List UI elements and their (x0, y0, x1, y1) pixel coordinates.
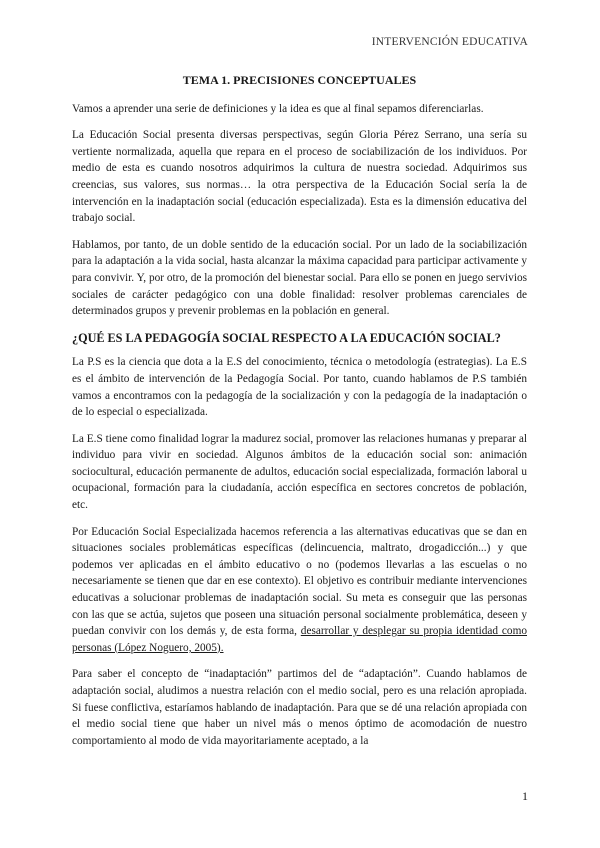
paragraph-es-goals: La E.S tiene como finalidad lograr la madurez social, promover las relaciones humanas y preparar al individuo para vivir en sociedad. Algunos ámbitos de la educación social son: animación sociocultural, educación permanente de adultos, educación social especializada, formación laboral u ocupacional, formación para la ciudadanía, acción específica en sectores concretos de población, etc. (72, 432, 527, 512)
paragraph-specialized-text: Por Educación Social Especializada hacemos referencia a las alternativas educativas que se dan en situaciones sociales problemáticas específicas (delincuencia, maltrato, drogadicción...) y que podemos ver aplicadas en el ámbito educativo o no (podemos llevarlas a las escuelas o no necesariamente se tienen que dar en ese contexto). El objetivo es contribuir mediante intervenciones educativas a solucionar problemas de inadaptación social. Su meta es conseguir que las personas con las que se actúa, sujetos que poseen una situación personal socialmente problemática, deseen y puedan convivir con los demás y, de esta forma, (72, 525, 527, 638)
underlined-citation: desarrollar y desplegar su propia identidad como personas (López Noguero, 2005). (72, 625, 528, 654)
paragraph-ps-definition: La P.S es la ciencia que dota a la E.S del conocimiento, técnica o metodología (estrategias). La E.S es el ámbito de intervención de la Pedagogía Social. Por tanto, cuando hablamos de P.S también vamos a encontramos con la pedagogía de la socialización y con la pedagogía de la inadaptación o de lo especial o especializada. (72, 356, 527, 419)
document-title: TEMA 1. PRECISIONES CONCEPTUALES (182, 73, 417, 87)
paragraph-adaptation: Para saber el concepto de “inadaptación” partimos del de “adaptación”. Cuando hablamos de adaptación social, aludimos a nuestra relación con el medio social, pero es una relación apropiada. Si fuese conflictiva, estaríamos hablando de inadaptación. Para que se dé una relación apropiada con el medio social tiene que haber un nivel más o menos óptimo de acomodación de nuestro comportamiento al modo de vida mayoritariamente aceptado, a la (72, 668, 527, 747)
page-number: 1 (522, 789, 528, 803)
paragraph-perspectives: La Educación Social presenta diversas perspectivas, según Gloria Pérez Serrano, una sería su vertiente normalizada, aquella que repara en el proceso de sociabilización de los individuos. Por medio de esta es cuando nosotros adquirimos la cultura de nuestra sociedad. Adquirimos sus creencias, sus valores, sus normas… la otra perspectiva de la Educación Social sería la de intervención en la inadaptación social (educación especializada). Esta es la dimensión educativa del trabajo social. (72, 129, 527, 225)
running-header: INTERVENCIÓN EDUCATIVA (371, 36, 528, 48)
section-heading: ¿QUÉ ES LA PEDAGOGÍA SOCIAL RESPECTO A LA EDUCACIÓN SOCIAL? (72, 330, 501, 345)
paragraph-intro: Vamos a aprender una serie de definiciones y la idea es que al final sepamos diferenciarlas. (72, 102, 484, 115)
paragraph-double-sense: Hablamos, por tanto, de un doble sentido de la educación social. Por un lado de la sociabilización para la adaptación a la vida social, hasta alcanzar la máxima capacidad para participar activamente y para convivir. Y, por otro, de la promoción del bienestar social. Para ello se ponen en juego servivios sociales de carácter pedagógico con una doble finalidad: resolver problemas carenciales de determinados grupos y prevenir problemas en la población en general. (72, 238, 527, 318)
paragraph-specialized-education (72, 524, 527, 657)
document-body (72, 72, 527, 759)
